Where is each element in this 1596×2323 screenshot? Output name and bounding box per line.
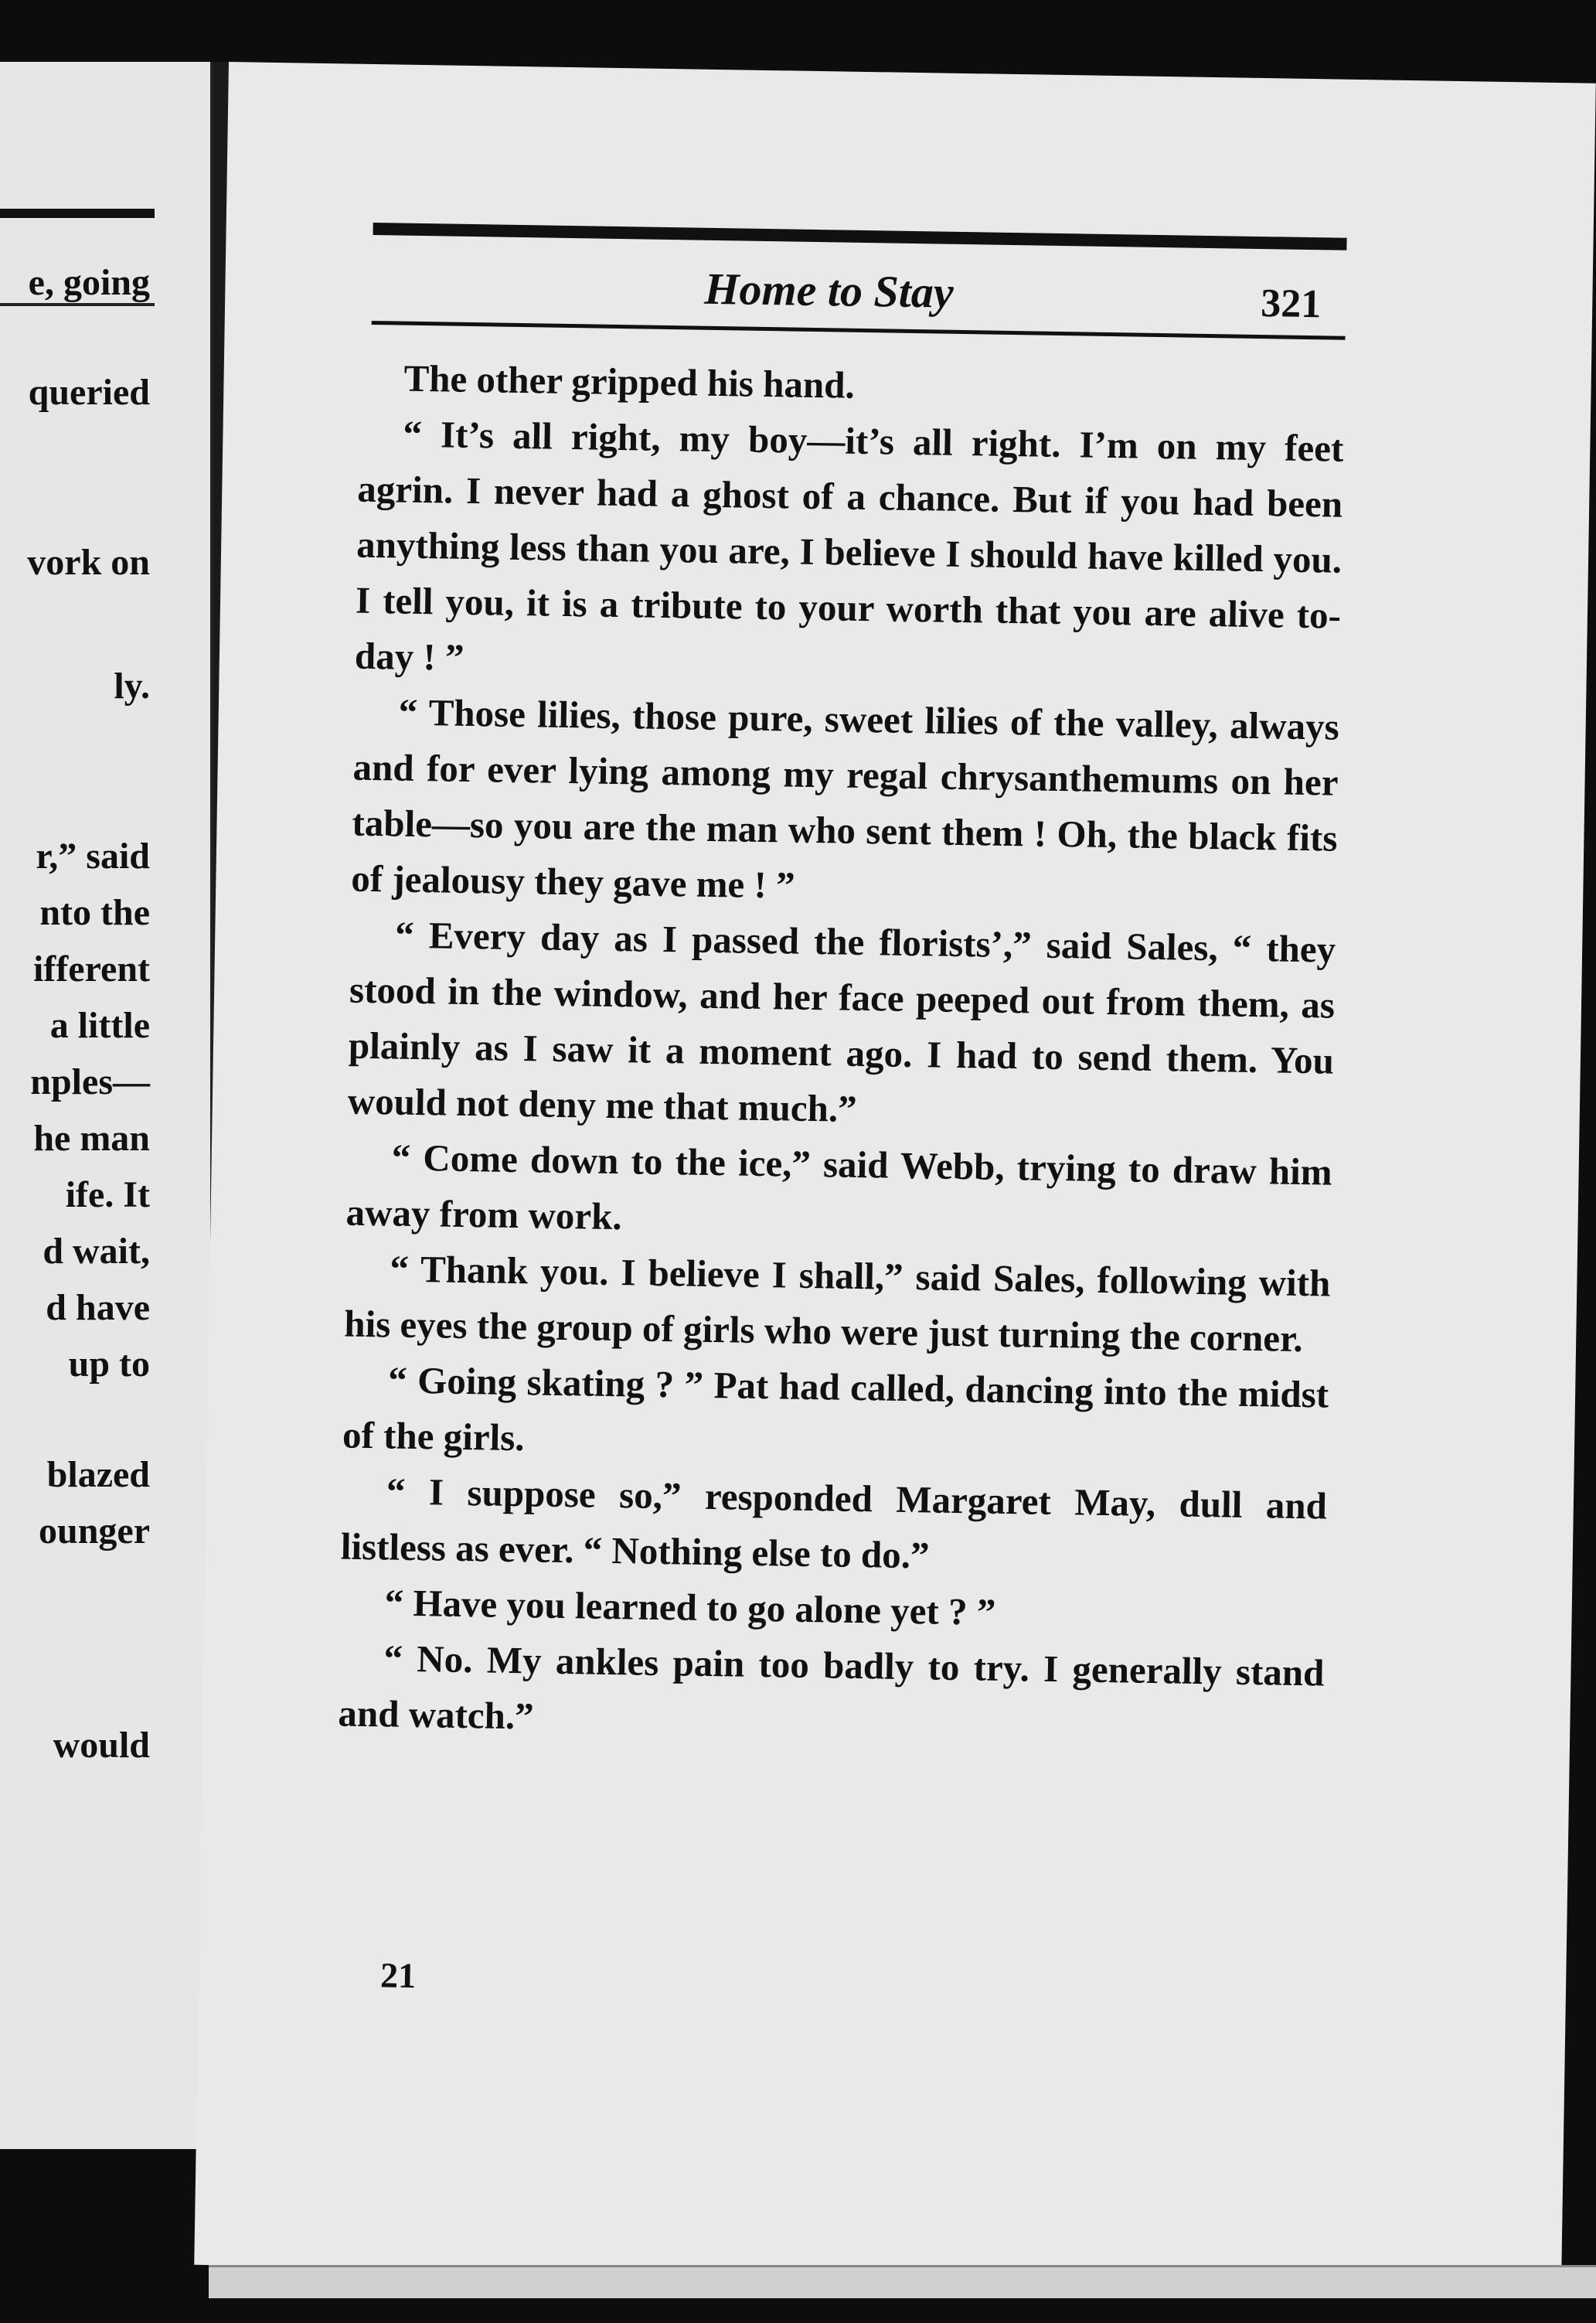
body-text <box>338 350 1345 1757</box>
paragraph: “ Thank you. I believe I shall,” said Sales, following with his eyes the group of girls who were just turning the corner. <box>343 1247 1331 1361</box>
paragraph: “ Have you learned to go alone yet ? ” <box>384 1581 996 1633</box>
left-page-fragment: queried <box>28 372 150 413</box>
left-page-fragment: would <box>53 1725 150 1766</box>
page-number: 321 <box>1260 281 1322 327</box>
left-page-fragment: ifferent <box>32 949 150 989</box>
paragraph: The other gripped his hand. <box>403 356 856 407</box>
left-page-fragment: d have <box>46 1287 150 1328</box>
left-page-fragment: he man <box>33 1118 150 1159</box>
paragraph: “ Come down to the ice,” said Webb, trying to draw him away from work. <box>345 1136 1333 1238</box>
left-page-fragment: a little <box>49 1005 150 1046</box>
left-page-fragment: ly. <box>114 666 150 707</box>
facing-page-left <box>0 62 215 2149</box>
left-header-rule <box>0 209 155 218</box>
paragraph: “ No. My ankles pain too badly to try. I generally stand and watch.” <box>338 1637 1325 1738</box>
left-page-fragment: r,” said <box>36 836 150 877</box>
paragraph: “ Those lilies, those pure, sweet lilies of the valley, always and for ever lying among my regal chrysanthemums on her table—so you are the man who sent them ! Oh, the black fits of jealousy they gave me ! ” <box>350 690 1340 907</box>
paragraph: “ I suppose so,” responded Margaret May, dull and listless as ever. “ Nothing else to do.” <box>340 1470 1328 1577</box>
left-page-fragment: nto the <box>39 892 150 933</box>
left-page-fragment: e, going <box>28 262 150 303</box>
left-page-fragment: up to <box>68 1344 150 1385</box>
left-page-fragment: d wait, <box>43 1231 150 1272</box>
left-page-fragment: blazed <box>46 1454 150 1495</box>
header-rule-thin <box>372 321 1346 340</box>
paragraph: “ Every day as I passed the florists’,” said Sales, “ they stood in the window, and her face peeped out from them, as plainly as I saw it a moment ago. I had to send them. You would not deny me that much.” <box>347 913 1336 1130</box>
page-bottom-edge <box>209 2265 1596 2298</box>
paragraph: “ Going skating ? ” Pat had called, dancing into the midst of the girls. <box>342 1358 1329 1460</box>
left-page-fragment: ounger <box>39 1511 150 1552</box>
left-page-fragment: ife. It <box>65 1174 150 1215</box>
paragraph: “ It’s all right, my boy—it’s all right. I’m on my feet agrin. I never had a ghost of a chance. But if you had been anything less than you are, I believe I should have killed you. I tell you, it is a tribute to your worth that you are alive to-day ! ” <box>354 412 1344 679</box>
signature-mark: 21 <box>379 1955 417 1996</box>
running-head: Home to Stay <box>703 263 955 318</box>
left-page-fragment: vork on <box>27 542 150 583</box>
header-rule-thick <box>373 223 1347 250</box>
page-321 <box>194 62 1596 2286</box>
left-page-fragment: nples— <box>30 1061 150 1102</box>
